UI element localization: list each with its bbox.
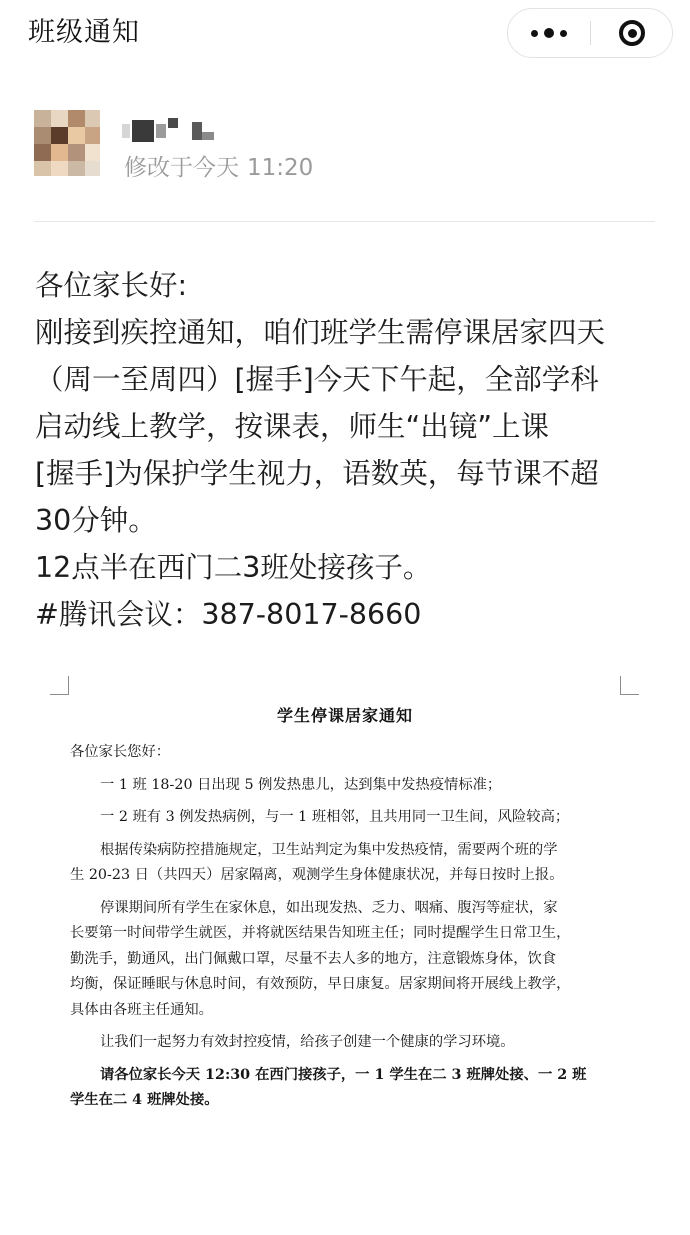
message-line: 各位家长好: [35,269,188,302]
mini-program-capsule [507,8,673,58]
notice-line: 勤洗手，勤通风，出门佩戴口罩，尽量不去人多的地方，注意锻炼身体，饮食 [70,950,557,967]
dot [544,28,554,38]
notice-line: 均衡，保证睡眠与休息时间，有效预防，早日康复。居家期间将开展线上教学， [70,976,571,992]
notice-line: 具体由各班主任通知。 [70,1001,213,1018]
message-line: （周一至周四）[握手]今天下午起，全部学科 [35,363,599,396]
modified-time: 11:20 [247,155,314,181]
message-line: [握手]为保护学生视力，语数英，每节课不超 [35,457,599,490]
notice-line-bold: 请各位家长今天 12:30 在西门接孩子，一 1 学生在二 3 班牌处接、一 2 班 [100,1066,587,1083]
notice-body [70,740,630,1114]
author-name-redacted [122,118,212,142]
message-line: 刚接到疾控通知，咱们班学生需停课居家四天 [35,316,606,349]
close-ring [619,20,645,46]
message-line: 30分钟。 [35,504,157,537]
modified-label: 修改于今天 [124,155,239,181]
crop-mark-top-right [620,676,639,695]
notice-line: 停课期间所有学生在家休息，如出现发热、乏力、咽痛、腹泻等症状，家 [100,899,558,916]
more-dots-icon[interactable] [508,9,590,57]
target-close-icon[interactable] [591,9,673,57]
message-line: 启动线上教学，按课表，师生“出镜”上课 [35,410,550,443]
top-navigation-bar [0,0,690,70]
notice-line: 根据传染病防控措施规定，卫生站判定为集中发热疫情，需要两个班的学 [100,841,558,858]
page-title: 班级通知 [28,17,140,48]
notice-line: 生 20-23 日（共四天）居家隔离，观测学生身体健康状况，并每日按时上报。 [70,867,564,883]
notice-line: 长要第一时间带学生就医，并将就医结果告知班主任；同时提醒学生日常卫生， [70,925,571,941]
notice-line: 一 1 班 18-20 日出现 5 例发热患儿，达到集中发热疫情标准； [100,776,502,793]
modified-timestamp [124,154,313,182]
notice-document-image[interactable] [0,672,690,1212]
message-body [35,262,660,638]
dot [560,30,567,37]
notice-line: 让我们一起努力有效封控疫情，给孩子创建一个健康的学习环境。 [100,1034,515,1050]
dot [531,30,538,37]
notice-line-bold: 学生在二 4 班牌处接。 [70,1092,219,1108]
close-core [628,29,637,38]
header-divider [34,221,655,222]
notice-title: 学生停课居家通知 [276,706,413,725]
message-line: 12点半在西门二3班处接孩子。 [35,551,432,584]
avatar[interactable] [34,110,100,176]
notice-line: 一 2 班有 3 例发热病例，与一 1 班相邻，且共用同一卫生间，风险较高； [100,809,570,825]
crop-mark-top-left [50,676,69,695]
message-line[interactable]: #腾讯会议：387-8017-8660 [35,598,422,631]
notice-line: 各位家长您好： [70,744,171,760]
